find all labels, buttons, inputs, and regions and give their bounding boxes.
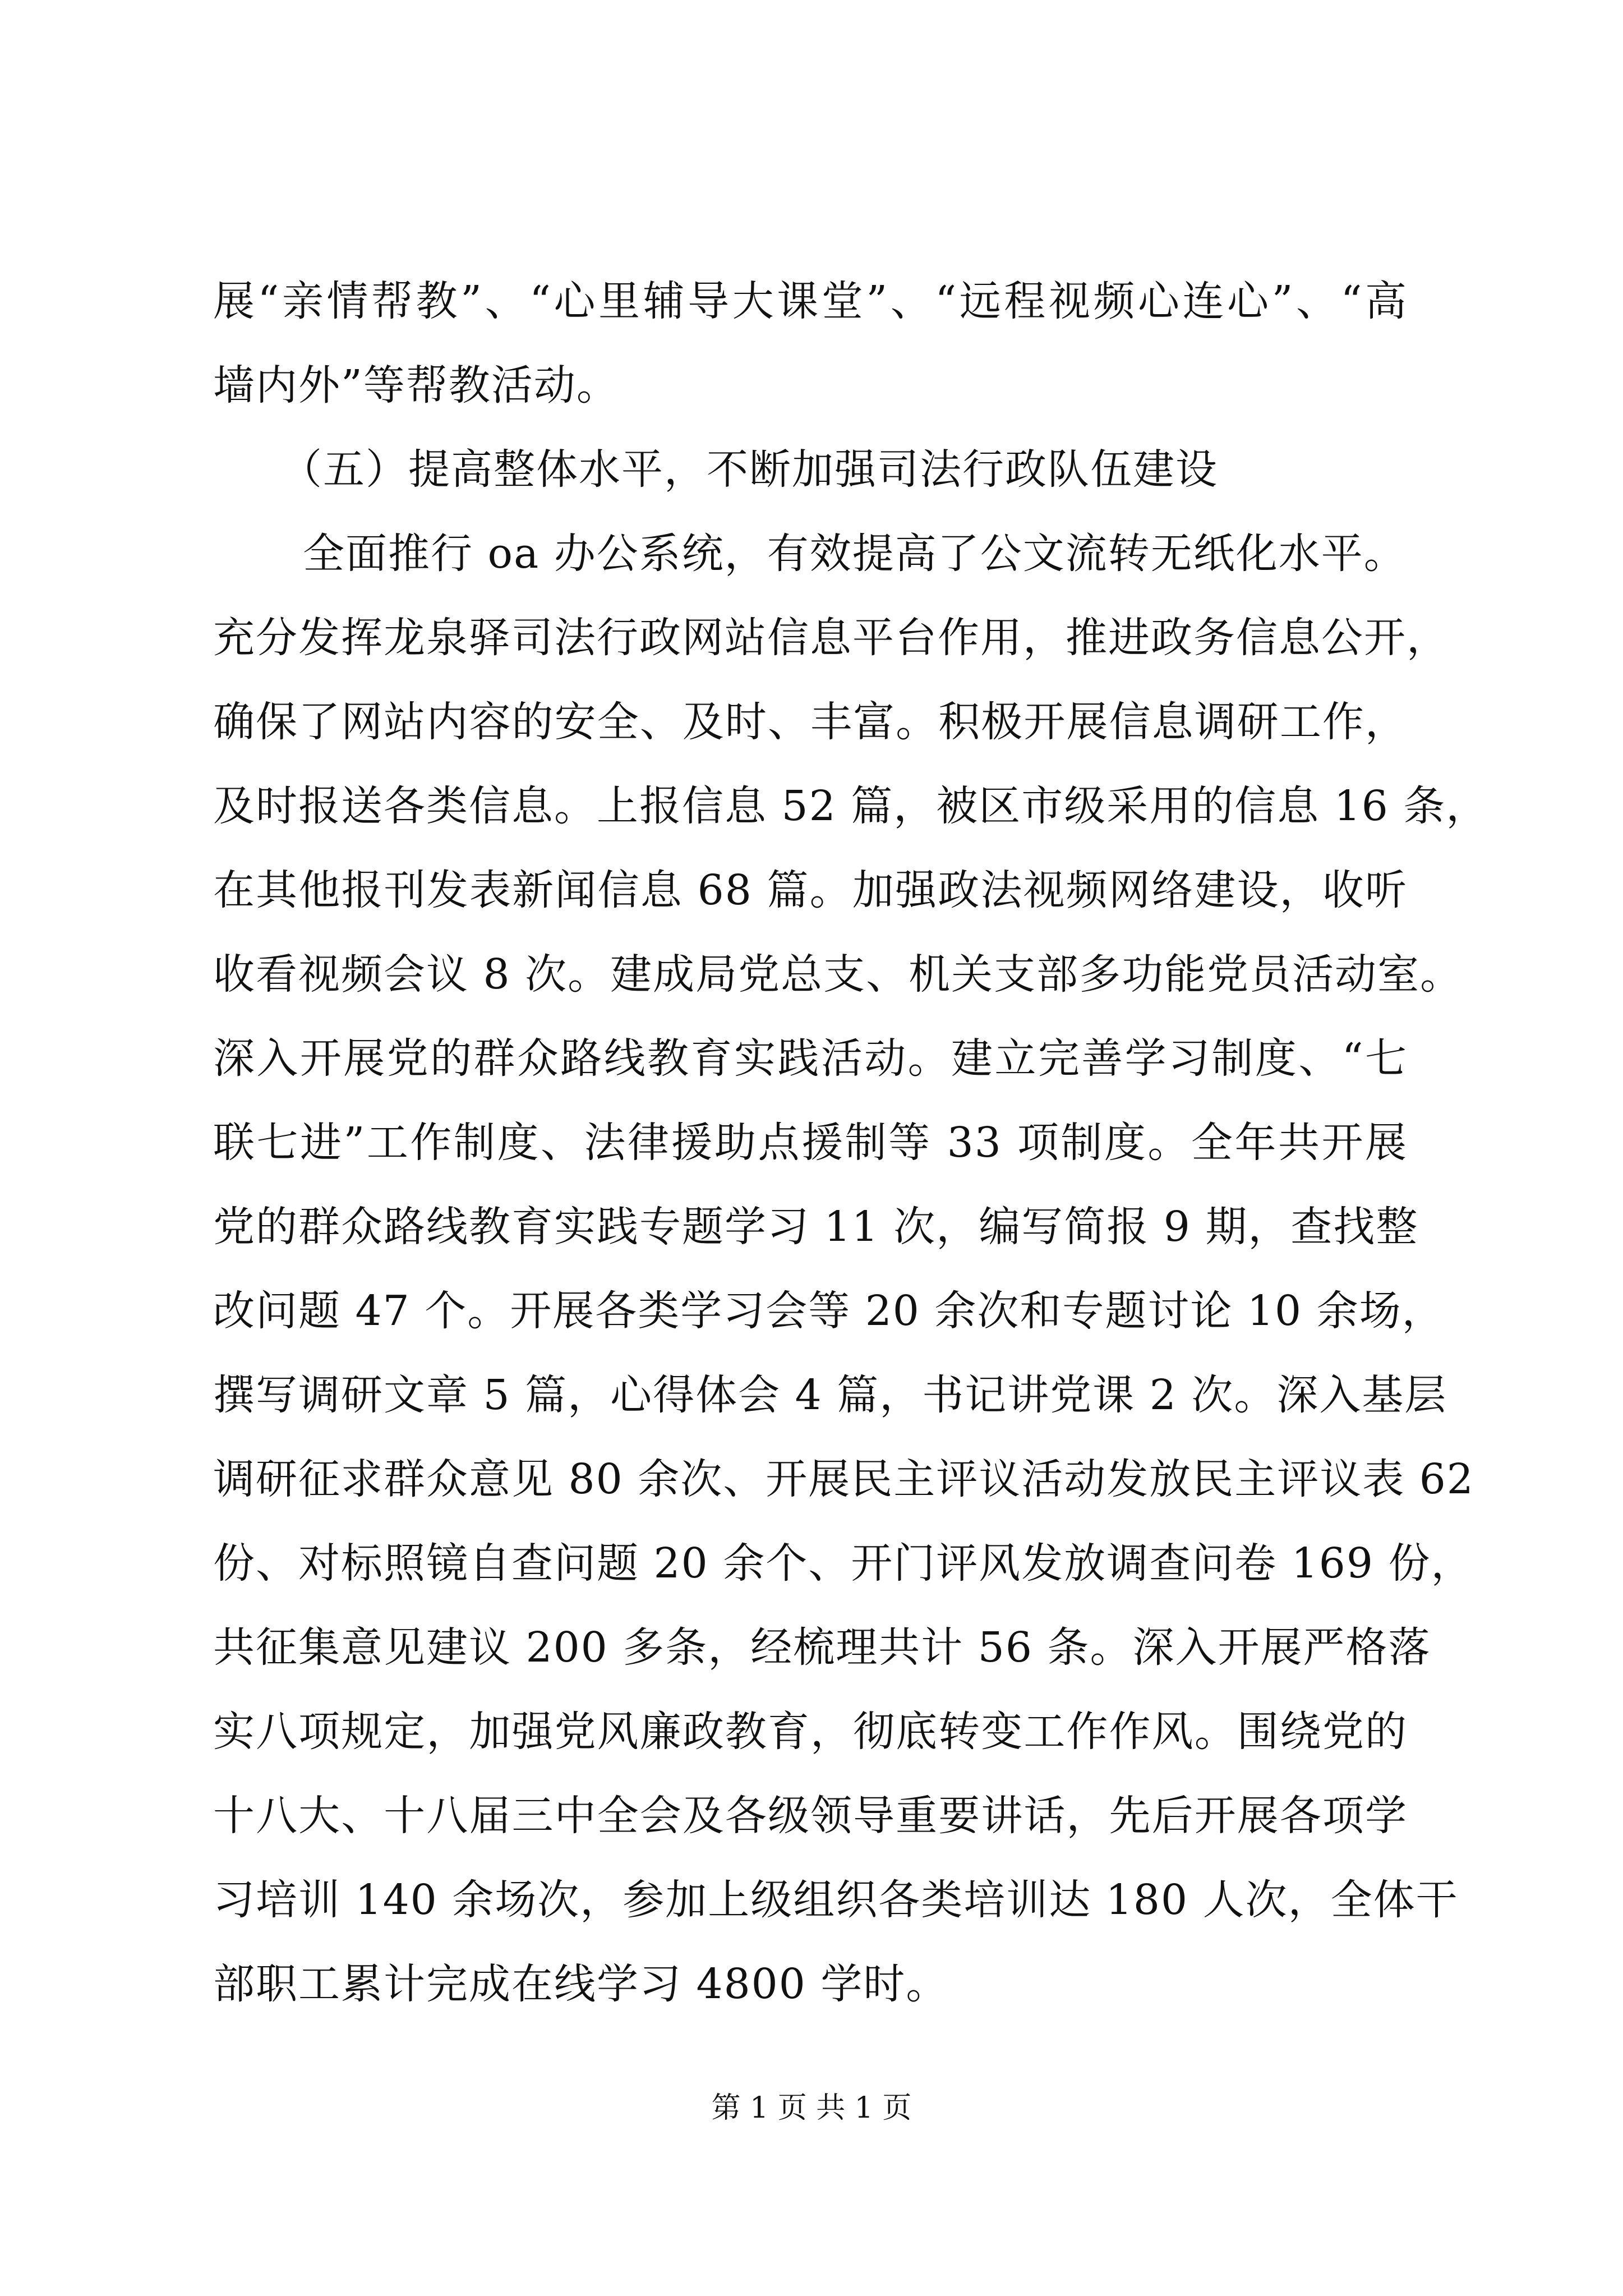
body-line: 及时报送各类信息。上报信息 52 篇，被区市级采用的信息 16 条， <box>213 782 1489 830</box>
body-line: 深入开展党的群众路线教育实践活动。建立完善学习制度、“七 <box>213 1034 1408 1083</box>
body-line: 展“亲情帮教”、“心里辅导大课堂”、“远程视频心连心”、“高 <box>213 277 1408 325</box>
page-footer: 第 1 页 共 1 页 <box>711 2091 912 2125</box>
body-line: 部职工累计完成在线学习 4800 学时。 <box>213 1960 949 2008</box>
body-line: 份、对标照镜自查问题 20 余个、开门评风发放调查问卷 169 份， <box>213 1539 1474 1588</box>
body-line: 调研征求群众意见 80 余次、开展民主评议活动发放民主评议表 62 <box>213 1455 1474 1503</box>
body-line: 十八大、十八届三中全会及各级领导重要讲话，先后开展各项学 <box>213 1792 1408 1840</box>
body-line: 实八项规定，加强党风廉政教育，彻底转变工作作风。围绕党的 <box>213 1708 1408 1756</box>
body-line: 在其他报刊发表新闻信息 68 篇。加强政法视频网络建设，收听 <box>213 866 1408 914</box>
body-line: 收看视频会议 8 次。建成局党总支、机关支部多功能党员活动室。 <box>213 950 1463 999</box>
section-heading: （五）提高整体水平，不断加强司法行政队伍建设 <box>280 445 1218 494</box>
paragraph-first-line: 全面推行 oa 办公系统，有效提高了公文流转无纸化水平。 <box>303 530 1407 578</box>
body-line: 习培训 140 余场次，参加上级组织各类培训达 180 人次，全体干 <box>213 1876 1459 1924</box>
body-line: 墙内外”等帮教活动。 <box>213 361 619 409</box>
document-body <box>213 259 1489 2026</box>
body-line: 确保了网站内容的安全、及时、丰富。积极开展信息调研工作， <box>213 698 1408 746</box>
body-line: 充分发挥龙泉驿司法行政网站信息平台作用，推进政务信息公开， <box>213 614 1449 662</box>
body-line: 改问题 47 个。开展各类学习会等 20 余次和专题讨论 10 余场， <box>213 1287 1445 1335</box>
body-line: 撰写调研文章 5 篇，心得体会 4 篇，书记讲党课 2 次。深入基层 <box>213 1371 1447 1419</box>
body-line: 联七进”工作制度、法律援助点援制等 33 项制度。全年共开展 <box>213 1119 1408 1167</box>
body-line: 党的群众路线教育实践专题学习 11 次，编写简报 9 期，查找整 <box>213 1203 1419 1251</box>
body-line: 共征集意见建议 200 多条，经梳理共计 56 条。深入开展严格落 <box>213 1623 1431 1672</box>
